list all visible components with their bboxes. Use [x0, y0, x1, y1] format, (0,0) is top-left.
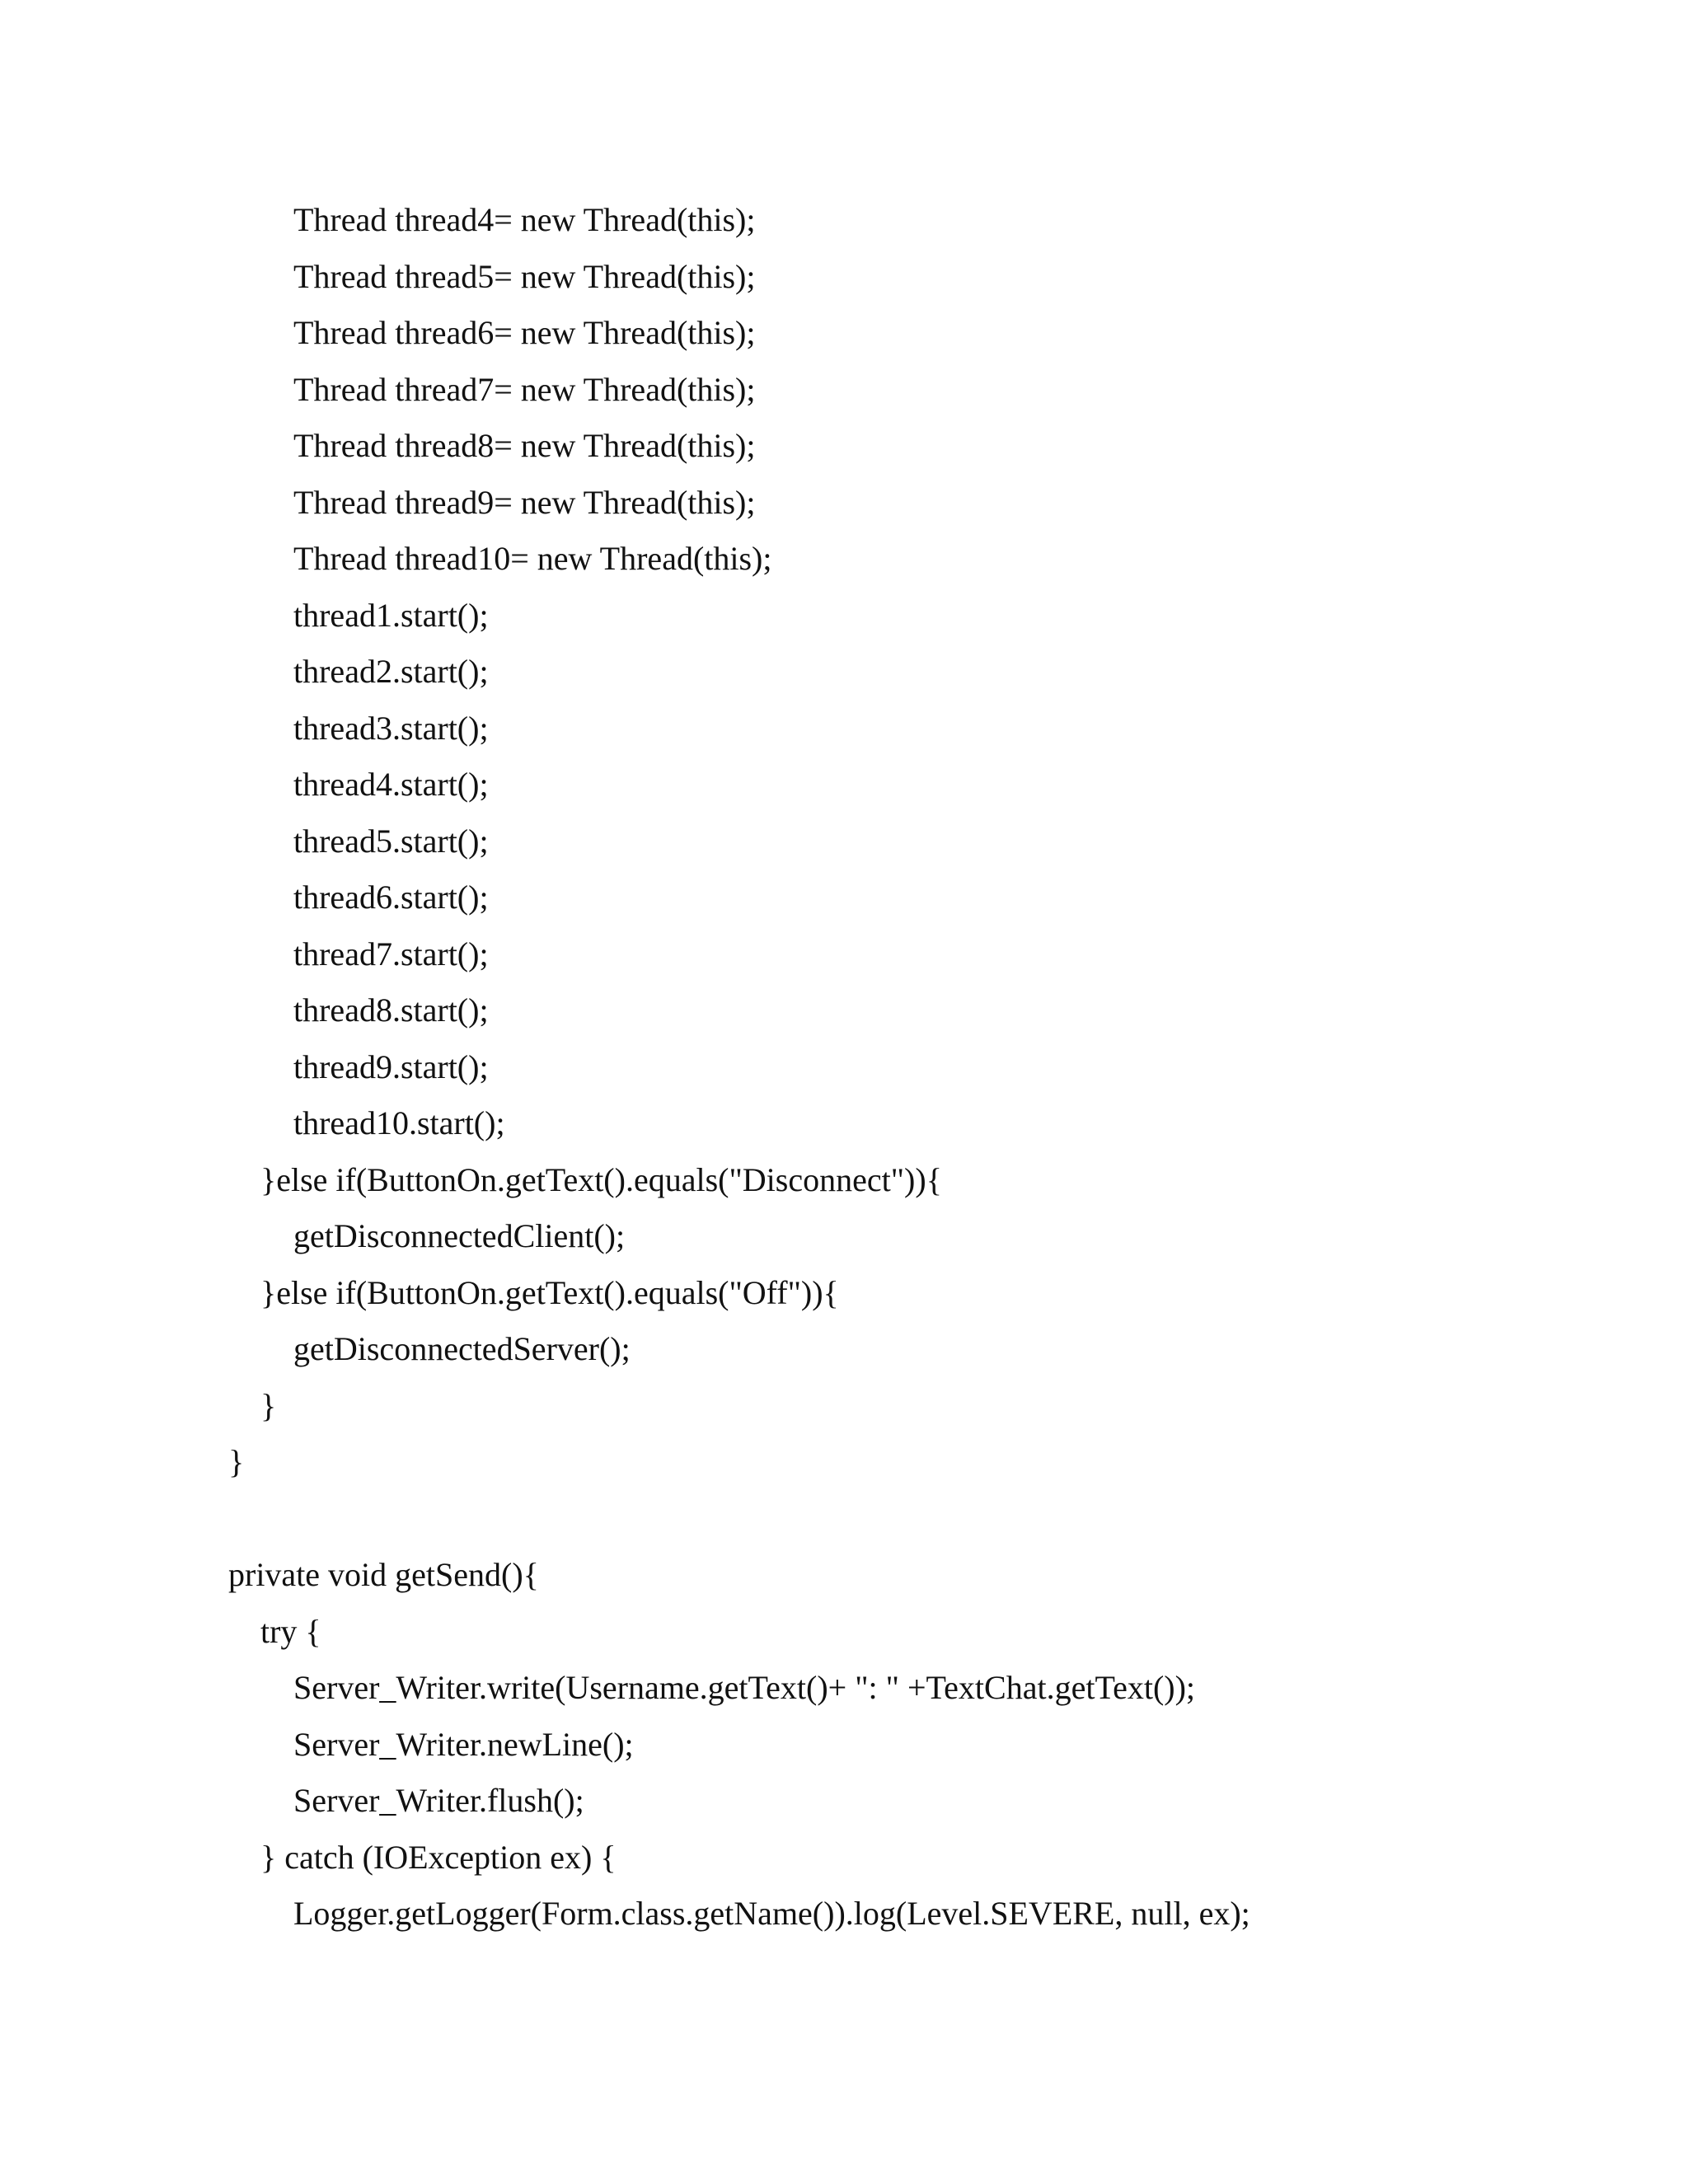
code-line: }: [260, 1386, 277, 1424]
code-line: Logger.getLogger(Form.class.getName()).log(Level.SEVERE, null, ex);: [293, 1895, 1250, 1932]
code-line: thread6.start();: [293, 879, 489, 916]
code-line: Server_Writer.newLine();: [293, 1725, 634, 1763]
code-line: thread8.start();: [293, 991, 489, 1029]
code-line: thread9.start();: [293, 1047, 489, 1085]
code-line: Thread thread8= new Thread(this);: [293, 427, 756, 464]
code-line: }else if(ButtonOn.getText().equals("Disconnect")){: [260, 1160, 942, 1198]
code-listing: [0, 192, 1688, 1943]
code-line: Server_Writer.flush();: [293, 1782, 584, 1819]
code-line: thread10.start();: [293, 1104, 505, 1141]
code-line: }else if(ButtonOn.getText().equals("Off")){: [260, 1273, 839, 1311]
blank-line: [0, 1491, 1688, 1548]
code-line: Thread thread7= new Thread(this);: [293, 370, 756, 408]
code-line: getDisconnectedClient();: [293, 1217, 626, 1254]
code-line: Thread thread6= new Thread(this);: [293, 314, 756, 351]
code-line: Thread thread5= new Thread(this);: [293, 257, 756, 295]
code-line: Thread thread4= new Thread(this);: [293, 201, 756, 238]
code-line: thread3.start();: [293, 709, 489, 747]
code-line: Server_Writer.write(Username.getText()+ ": " +TextChat.getText());: [293, 1669, 1196, 1706]
code-line: thread4.start();: [293, 766, 489, 803]
code-line: thread7.start();: [293, 935, 489, 972]
code-line: } catch (IOException ex) {: [260, 1838, 617, 1876]
code-line: getDisconnectedServer();: [293, 1330, 631, 1367]
code-line: thread5.start();: [293, 822, 489, 860]
code-line: }: [228, 1443, 245, 1480]
code-line: private void getSend(){: [228, 1556, 539, 1593]
code-line: try {: [260, 1612, 321, 1650]
code-line: thread1.start();: [293, 596, 489, 634]
code-line: thread2.start();: [293, 653, 489, 690]
code-line: Thread thread9= new Thread(this);: [293, 483, 756, 521]
code-line: Thread thread10= new Thread(this);: [293, 540, 772, 577]
